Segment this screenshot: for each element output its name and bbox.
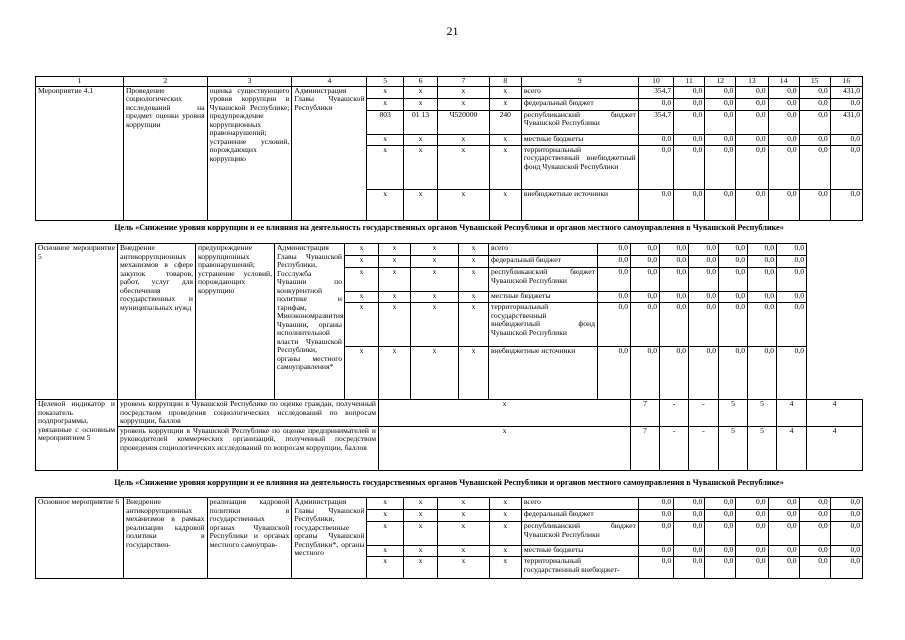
budget-code-cell: x bbox=[459, 303, 489, 347]
budget-code-cell: x bbox=[367, 145, 403, 189]
amount-cell: 0,0 bbox=[736, 510, 768, 522]
amount-cell: 0,0 bbox=[736, 546, 768, 557]
amount-cell: 0,0 bbox=[598, 244, 631, 256]
indicator-row bbox=[36, 426, 863, 470]
indicator-value: 7 bbox=[631, 400, 660, 427]
budget-code-cell: x bbox=[489, 498, 521, 510]
amount-cell: 0,0 bbox=[736, 98, 768, 110]
table-row bbox=[36, 86, 863, 98]
amount-cell: 0,0 bbox=[689, 244, 719, 256]
amount-cell: 0,0 bbox=[638, 522, 673, 546]
budget-code-cell: x bbox=[379, 256, 411, 268]
amount-cell: 0,0 bbox=[705, 98, 736, 110]
measure-executor: Администрация Главы Чувашской Республики, государственные органы Чувашской Республики*, органы местного bbox=[292, 498, 367, 579]
measure-result: предупреждение коррупционных правонарушений; устранение условий, порождающих коррупцию bbox=[196, 244, 275, 400]
funding-source: республиканский бюджет Чувашской Республики bbox=[521, 522, 638, 546]
amount-cell: 0,0 bbox=[660, 292, 689, 303]
budget-code-cell: x bbox=[438, 98, 489, 110]
funding-source: внебюджетные источники bbox=[489, 347, 598, 400]
page-number: 21 bbox=[446, 24, 459, 38]
amount-cell: 431,0 bbox=[830, 86, 862, 98]
column-number: 9 bbox=[521, 77, 638, 87]
amount-cell: 0,0 bbox=[768, 86, 799, 98]
amount-cell: 0,0 bbox=[799, 522, 830, 546]
budget-code-cell: x bbox=[489, 98, 521, 110]
budget-code-cell: x bbox=[345, 303, 379, 347]
amount-cell: 0,0 bbox=[736, 557, 768, 579]
amount-cell: 0,0 bbox=[830, 557, 862, 579]
amount-cell: 0,0 bbox=[768, 522, 799, 546]
amount-cell: 0,0 bbox=[638, 98, 673, 110]
amount-cell: 0,0 bbox=[719, 303, 748, 347]
indicator-value: 4 bbox=[807, 400, 863, 427]
amount-cell: 0,0 bbox=[705, 498, 736, 510]
amount-cell: 0,0 bbox=[660, 244, 689, 256]
funding-source: федеральный бюджет bbox=[521, 98, 638, 110]
column-number: 16 bbox=[830, 77, 862, 87]
amount-cell: 0,0 bbox=[736, 189, 768, 220]
measure-name: Основное мероприятие 5 bbox=[36, 244, 118, 400]
program-table-part-2 bbox=[35, 243, 863, 471]
funding-source: всего bbox=[521, 498, 638, 510]
budget-code-cell: x bbox=[411, 244, 459, 256]
budget-code-cell: x bbox=[345, 292, 379, 303]
amount-cell: 0,0 bbox=[598, 292, 631, 303]
column-number: 1 bbox=[36, 77, 124, 87]
amount-cell: 354,7 bbox=[638, 86, 673, 98]
amount-cell: 0,0 bbox=[638, 145, 673, 189]
indicator-value: - bbox=[689, 400, 719, 427]
goal-heading-2: Цель «Снижение уровня коррупции и ее влияния на деятельность государственных органов Чувашской Республики и органов местного самоуправления в Чувашской Республике» bbox=[114, 478, 784, 487]
amount-cell: 0,0 bbox=[830, 498, 862, 510]
funding-source: территориальный государственный внебюджетный фонд Чувашской Республики bbox=[489, 303, 598, 347]
amount-cell: 0,0 bbox=[768, 110, 799, 134]
amount-cell: 0,0 bbox=[719, 268, 748, 292]
funding-source: федеральный бюджет bbox=[521, 510, 638, 522]
amount-cell: 0,0 bbox=[768, 546, 799, 557]
amount-cell: 0,0 bbox=[736, 86, 768, 98]
amount-cell: 0,0 bbox=[719, 292, 748, 303]
budget-code-cell: x bbox=[345, 347, 379, 400]
amount-cell: 0,0 bbox=[768, 145, 799, 189]
budget-code-cell: x bbox=[438, 498, 489, 510]
budget-code-cell: x bbox=[459, 292, 489, 303]
amount-cell: 0,0 bbox=[719, 244, 748, 256]
budget-code-cell: x bbox=[411, 268, 459, 292]
funding-source: республиканский бюджет Чувашской Республики bbox=[521, 110, 638, 134]
amount-cell: 0,0 bbox=[799, 145, 830, 189]
amount-cell: 0,0 bbox=[674, 498, 705, 510]
amount-cell: 0,0 bbox=[660, 256, 689, 268]
budget-code-cell: x bbox=[379, 244, 411, 256]
budget-code-cell: x bbox=[489, 189, 521, 220]
amount-cell: 0,0 bbox=[631, 256, 660, 268]
column-number: 7 bbox=[438, 77, 489, 87]
amount-cell: 0,0 bbox=[705, 189, 736, 220]
column-number: 6 bbox=[403, 77, 437, 87]
budget-code-cell: x bbox=[438, 510, 489, 522]
amount-cell: 0,0 bbox=[631, 268, 660, 292]
amount-cell: 0,0 bbox=[598, 303, 631, 347]
budget-code-cell: x bbox=[379, 347, 411, 400]
budget-code-cell: x bbox=[411, 347, 459, 400]
amount-cell: 0,0 bbox=[736, 145, 768, 189]
indicator-value: - bbox=[660, 426, 689, 470]
column-number: 4 bbox=[292, 77, 367, 87]
funding-source: территориальный государственный внебюджетный фонд Чувашской Республики bbox=[521, 145, 638, 189]
column-number: 3 bbox=[207, 77, 292, 87]
measure-name: Основное мероприятие 6 bbox=[36, 498, 124, 579]
table-row bbox=[36, 498, 863, 510]
funding-source: всего bbox=[489, 244, 598, 256]
amount-cell: 0,0 bbox=[689, 303, 719, 347]
column-number: 5 bbox=[367, 77, 403, 87]
budget-code-cell: x bbox=[438, 86, 489, 98]
amount-cell: 0,0 bbox=[674, 98, 705, 110]
budget-code-cell: x bbox=[438, 134, 489, 145]
indicator-value: 4 bbox=[807, 426, 863, 470]
amount-cell: 0,0 bbox=[674, 145, 705, 189]
amount-cell: 0,0 bbox=[660, 268, 689, 292]
budget-code-cell: x bbox=[379, 268, 411, 292]
budget-code-cell: x bbox=[403, 510, 437, 522]
measure-result: реализация кадровой политики в государственных органах Чувашской Республики и органах местного самоуправ- bbox=[207, 498, 292, 579]
amount-cell: 0,0 bbox=[631, 292, 660, 303]
measure-description: Внедрение антикоррупционных механизмов в рамках реализации кадровой политики в государствен- bbox=[123, 498, 207, 579]
measure-result: оценка существующего уровня коррупции в Чувашской Республике; предупреждение коррупционных правонарушений; устранение условий, порождающих коррупцию bbox=[207, 86, 292, 220]
amount-cell: 0,0 bbox=[736, 522, 768, 546]
budget-code-cell: x bbox=[367, 86, 403, 98]
funding-source: федеральный бюджет bbox=[489, 256, 598, 268]
amount-cell: 0,0 bbox=[705, 510, 736, 522]
budget-code-cell: x bbox=[403, 98, 437, 110]
amount-cell: 0,0 bbox=[830, 145, 862, 189]
budget-code-cell: x bbox=[489, 557, 521, 579]
budget-code-cell: x bbox=[345, 256, 379, 268]
amount-cell: 0,0 bbox=[598, 256, 631, 268]
amount-cell: 0,0 bbox=[777, 347, 807, 400]
amount-cell: 0,0 bbox=[631, 347, 660, 400]
amount-cell: 0,0 bbox=[799, 546, 830, 557]
amount-cell: 0,0 bbox=[674, 557, 705, 579]
amount-cell: 0,0 bbox=[674, 134, 705, 145]
amount-cell: 0,0 bbox=[777, 292, 807, 303]
indicator-placeholder: x bbox=[379, 426, 631, 470]
amount-cell: 0,0 bbox=[631, 244, 660, 256]
budget-code-cell: x bbox=[438, 557, 489, 579]
indicator-label: Целевой индикатор и показатель подпрограммы, увязанные с основным мероприятием 5 bbox=[36, 400, 118, 471]
amount-cell: 0,0 bbox=[748, 292, 777, 303]
measure-executor: Администрация Главы Чувашской Республики, Госслужба Чувашии по конкурентной политике и тарифам, Минэкономразвития Чувашии, органы исполнительной власти Чувашской Республики, органы местного самоуправления* bbox=[275, 244, 345, 400]
amount-cell: 0,0 bbox=[674, 510, 705, 522]
amount-cell: 0,0 bbox=[736, 134, 768, 145]
amount-cell: 0,0 bbox=[768, 98, 799, 110]
indicator-value: 4 bbox=[777, 426, 807, 470]
column-number: 15 bbox=[799, 77, 830, 87]
budget-code-cell: x bbox=[379, 303, 411, 347]
amount-cell: 0,0 bbox=[748, 347, 777, 400]
funding-source: местные бюджеты bbox=[521, 134, 638, 145]
budget-code-cell: x bbox=[403, 189, 437, 220]
amount-cell: 0,0 bbox=[768, 498, 799, 510]
budget-code-cell: x bbox=[489, 510, 521, 522]
column-number: 2 bbox=[123, 77, 207, 87]
budget-code-cell: x bbox=[403, 557, 437, 579]
indicator-value: 7 bbox=[631, 426, 660, 470]
budget-code-cell: Ч520000 bbox=[438, 110, 489, 134]
amount-cell: 0,0 bbox=[705, 110, 736, 134]
funding-source: всего bbox=[521, 86, 638, 98]
amount-cell: 0,0 bbox=[705, 546, 736, 557]
indicator-value: - bbox=[689, 426, 719, 470]
column-number: 14 bbox=[768, 77, 799, 87]
amount-cell: 0,0 bbox=[638, 189, 673, 220]
budget-code-cell: x bbox=[489, 546, 521, 557]
amount-cell: 0,0 bbox=[689, 292, 719, 303]
budget-code-cell: x bbox=[489, 134, 521, 145]
budget-code-cell: x bbox=[459, 244, 489, 256]
measure-executor: Администрация Главы Чувашской Республики bbox=[292, 86, 367, 220]
amount-cell: 0,0 bbox=[799, 110, 830, 134]
amount-cell: 0,0 bbox=[777, 268, 807, 292]
indicator-placeholder: x bbox=[379, 400, 631, 427]
amount-cell: 0,0 bbox=[799, 134, 830, 145]
amount-cell: 0,0 bbox=[719, 256, 748, 268]
amount-cell: 0,0 bbox=[631, 303, 660, 347]
amount-cell: 0,0 bbox=[689, 347, 719, 400]
amount-cell: 0,0 bbox=[719, 347, 748, 400]
amount-cell: 0,0 bbox=[674, 522, 705, 546]
budget-code-cell: x bbox=[438, 189, 489, 220]
amount-cell: 0,0 bbox=[660, 303, 689, 347]
indicator-value: 4 bbox=[777, 400, 807, 427]
budget-code-cell: x bbox=[411, 256, 459, 268]
budget-code-cell: x bbox=[411, 303, 459, 347]
column-number: 12 bbox=[705, 77, 736, 87]
budget-code-cell: x bbox=[489, 522, 521, 546]
budget-code-cell: x bbox=[438, 546, 489, 557]
amount-cell: 0,0 bbox=[660, 347, 689, 400]
program-table-part-1 bbox=[35, 76, 863, 221]
amount-cell: 0,0 bbox=[705, 86, 736, 98]
indicator-value: 5 bbox=[748, 426, 777, 470]
amount-cell: 0,0 bbox=[638, 498, 673, 510]
budget-code-cell: x bbox=[403, 498, 437, 510]
amount-cell: 0,0 bbox=[748, 256, 777, 268]
budget-code-cell: x bbox=[379, 292, 411, 303]
amount-cell: 0,0 bbox=[799, 498, 830, 510]
amount-cell: 0,0 bbox=[830, 522, 862, 546]
amount-cell: 0,0 bbox=[638, 557, 673, 579]
amount-cell: 0,0 bbox=[830, 98, 862, 110]
amount-cell: 431,0 bbox=[830, 110, 862, 134]
budget-code-cell: x bbox=[367, 557, 403, 579]
budget-code-cell: x bbox=[367, 98, 403, 110]
budget-code-cell: x bbox=[489, 86, 521, 98]
amount-cell: 0,0 bbox=[674, 189, 705, 220]
amount-cell: 0,0 bbox=[748, 268, 777, 292]
amount-cell: 0,0 bbox=[705, 134, 736, 145]
funding-source: внебюджетные источники bbox=[521, 189, 638, 220]
budget-code-cell: x bbox=[403, 134, 437, 145]
amount-cell: 0,0 bbox=[674, 546, 705, 557]
amount-cell: 0,0 bbox=[748, 303, 777, 347]
budget-code-cell: x bbox=[367, 546, 403, 557]
amount-cell: 0,0 bbox=[830, 510, 862, 522]
budget-code-cell: x bbox=[403, 86, 437, 98]
budget-code-cell: x bbox=[367, 522, 403, 546]
budget-code-cell: 01 13 bbox=[403, 110, 437, 134]
funding-source: местные бюджеты bbox=[489, 292, 598, 303]
amount-cell: 0,0 bbox=[598, 347, 631, 400]
amount-cell: 0,0 bbox=[638, 134, 673, 145]
amount-cell: 0,0 bbox=[689, 268, 719, 292]
budget-code-cell: x bbox=[459, 268, 489, 292]
column-number: 11 bbox=[674, 77, 705, 87]
indicator-value: 5 bbox=[719, 426, 748, 470]
amount-cell: 0,0 bbox=[705, 145, 736, 189]
funding-source: республиканский бюджет Чувашской Республики bbox=[489, 268, 598, 292]
amount-cell: 0,0 bbox=[777, 303, 807, 347]
amount-cell: 0,0 bbox=[768, 189, 799, 220]
indicator-value: 5 bbox=[719, 400, 748, 427]
budget-code-cell: x bbox=[459, 256, 489, 268]
column-number: 8 bbox=[489, 77, 521, 87]
budget-code-cell: x bbox=[489, 145, 521, 189]
table-row bbox=[36, 244, 863, 256]
amount-cell: 0,0 bbox=[799, 98, 830, 110]
goal-heading-1: Цель «Снижение уровня коррупции и ее влияния на деятельность государственных органов Чувашской Республики и органов местного самоуправления в Чувашской Республике» bbox=[114, 223, 784, 232]
amount-cell: 0,0 bbox=[598, 268, 631, 292]
column-number: 13 bbox=[736, 77, 768, 87]
budget-code-cell: x bbox=[438, 522, 489, 546]
budget-code-cell: x bbox=[367, 189, 403, 220]
amount-cell: 0,0 bbox=[736, 110, 768, 134]
amount-cell: 0,0 bbox=[736, 498, 768, 510]
column-number-row bbox=[36, 77, 863, 87]
budget-code-cell: x bbox=[367, 498, 403, 510]
amount-cell: 0,0 bbox=[830, 134, 862, 145]
amount-cell: 0,0 bbox=[799, 86, 830, 98]
column-number: 10 bbox=[638, 77, 673, 87]
amount-cell: 0,0 bbox=[799, 189, 830, 220]
amount-cell: 0,0 bbox=[768, 557, 799, 579]
amount-cell: 0,0 bbox=[830, 546, 862, 557]
amount-cell: 0,0 bbox=[638, 510, 673, 522]
budget-code-cell: x bbox=[403, 145, 437, 189]
budget-code-cell: x bbox=[438, 145, 489, 189]
program-table-part-3 bbox=[35, 497, 863, 579]
budget-code-cell: x bbox=[367, 510, 403, 522]
indicator-text: уровень коррупции в Чувашской Республике по оценке предпринимателей и руководителей коммерческих организаций, полученный посредством проведения социологических исследований по вопросам коррупции, баллов bbox=[118, 426, 379, 470]
amount-cell: 0,0 bbox=[674, 110, 705, 134]
funding-source: территориальный государственный внебюджет- bbox=[521, 557, 638, 579]
amount-cell: 0,0 bbox=[689, 256, 719, 268]
measure-description: Проведение социологических исследований на предмет оценки уровня коррупции bbox=[123, 86, 207, 220]
budget-code-cell: x bbox=[345, 268, 379, 292]
indicator-text: уровень коррупции в Чувашской Республике по оценке граждан, полученный посредством проведения социологических исследований по вопросам коррупции, баллов bbox=[118, 400, 379, 427]
budget-code-cell: x bbox=[367, 134, 403, 145]
budget-code-cell: 240 bbox=[489, 110, 521, 134]
budget-code-cell: x bbox=[459, 347, 489, 400]
amount-cell: 0,0 bbox=[674, 86, 705, 98]
measure-name: Мероприятие 4.1 bbox=[36, 86, 124, 220]
indicator-value: - bbox=[660, 400, 689, 427]
budget-code-cell: x bbox=[345, 244, 379, 256]
budget-code-cell: x bbox=[403, 546, 437, 557]
budget-code-cell: x bbox=[403, 522, 437, 546]
amount-cell: 0,0 bbox=[638, 546, 673, 557]
indicator-row bbox=[36, 400, 863, 427]
amount-cell: 0,0 bbox=[768, 134, 799, 145]
amount-cell: 0,0 bbox=[777, 244, 807, 256]
amount-cell: 0,0 bbox=[768, 510, 799, 522]
amount-cell: 0,0 bbox=[799, 557, 830, 579]
amount-cell: 0,0 bbox=[777, 256, 807, 268]
amount-cell: 354,7 bbox=[638, 110, 673, 134]
amount-cell: 0,0 bbox=[705, 522, 736, 546]
budget-code-cell: x bbox=[411, 292, 459, 303]
amount-cell: 0,0 bbox=[799, 510, 830, 522]
budget-code-cell: 803 bbox=[367, 110, 403, 134]
indicator-value: 5 bbox=[748, 400, 777, 427]
amount-cell: 0,0 bbox=[705, 557, 736, 579]
funding-source: местные бюджеты bbox=[521, 546, 638, 557]
amount-cell: 0,0 bbox=[748, 244, 777, 256]
measure-description: Внедрение антикоррупционных механизмов в сфере закупок товаров, работ, услуг для обеспечения государственных и муниципальных нужд bbox=[118, 244, 196, 400]
amount-cell: 0,0 bbox=[830, 189, 862, 220]
